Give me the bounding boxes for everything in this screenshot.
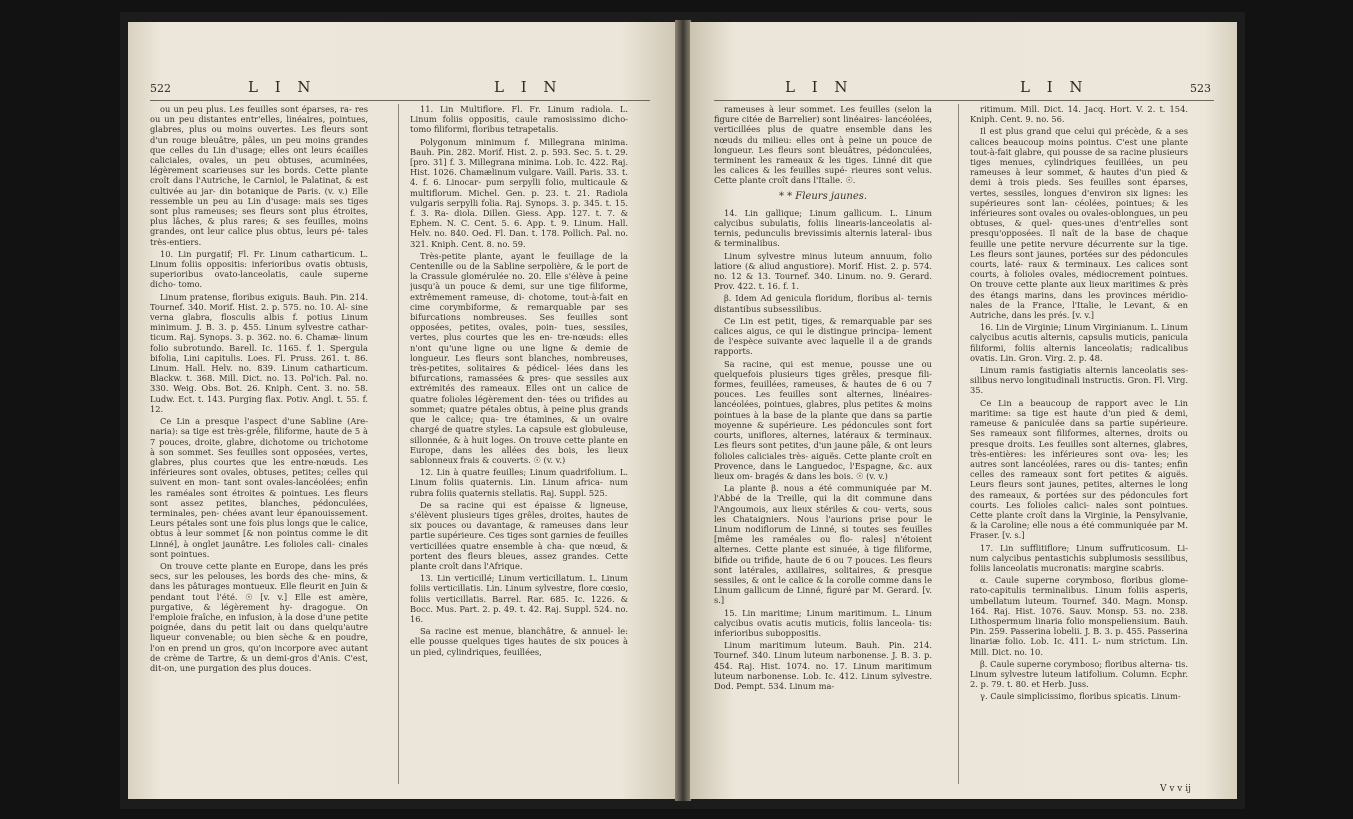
column-divider-right bbox=[958, 104, 959, 784]
page-number-right: 523 bbox=[1190, 82, 1211, 95]
paragraph: Il est plus grand que celui qui précède, & a ses calices beaucoup moins pointus. C'est une plante tout-à-fait glabre, qui pousse de sa racine plusieurs tiges menues, cylindriques feuillées, un peu rameuses à leur sommet, & hautes d'un pied & demi à trois pieds. Ses feuilles sont éparses, vertes, sessiles, longues d'environ six lignes: les supérieures sont lan- céolées, pointues; & les inférieures sont ovales ou ovales-oblongues, un peu obtuses, & quel- ques-unes d'entr'elles sont presqu'opposées. Il naît de la base de chaque feuille une petite nervure décurrente sur la tige. Les fleurs sont jaunes, portées sur des pédoncules courts, laté- raux & terminaux. Les calices sont courts, à folioles ovales, médiocrement pointues. On trouve cette plante aux lieux maritimes & près des étangs marins, dans les provinces méridio- nales de la France, l'Italie, le Levant, & en Autriche, dans les prés. [v. v.] bbox=[970, 126, 1188, 321]
paragraph: Ce Lin a presque l'aspect d'une Sabline (Are- naria): sa tige est très-grêle, filiforme, haute de 5 à 7 pouces, droite, glabre, dichotome ou trichotome à son sommet. Ses feuilles sont opposées, vertes, glabres, plus courtes que les entre-nœuds. Les inférieures sont ovales, obtuses, petites; celles qui suivent en mon- tant sont ovales-lancéolées; enfin les raméales sont étroites & pointues. Les fleurs sont assez petites, blanches, pédonculées, terminales, pen- chées avant leur épanouissement. Leurs pétales sont une fois plus longs que le calice, obtus à leur sommet [& non pointus comme le dit Linné], à onglet jaunâtre. Les folioles cali- cinales sont pointues. bbox=[150, 416, 368, 559]
column-divider-left bbox=[398, 104, 399, 784]
open-book bbox=[120, 12, 1245, 809]
paragraph: 13. Lin verticillé; Linum verticillatum. L. Linum foliis verticillatis. Lin. Linum sylvestre, flore cœsio, foliis verticillatis. Barrel. Rar. 685. Ic. 1226. & Bocc. Mus. Part. 2. p. 49. t. 42. Raj. Suppl. 524. no. 16. bbox=[410, 573, 628, 624]
book-gutter bbox=[675, 20, 691, 801]
paragraph: Linum sylvestre minus luteum annuum, folio latiore (& aliud angustiore). Morif. Hist. 2. p. 574. no. 12 & 13. Tournef. 340. Linum. no. 9. Gerard. Prov. 422. t. 16. f. 1. bbox=[714, 250, 932, 292]
paragraph: La plante β. nous a été communiquée par M. l'Abbé de la Treille, qui la dit commune dans l'Angoumois, aux lieux stériles & cou- verts, sous les Chataigniers. Nous l'aurions prise pour le Linum nodiflorum de Linné, si toutes ses feuilles [même les raméales ou flo- rales] n'étoient alternes. Cette plante est sinuée, à tige filiforme, bifide ou trifide, haute de 6 ou 7 pouces. Les fleurs sont latérales, axillaires, solitaires, & presque sessiles, & ont le calice & la corolle comme dans le Linum gallicum de Linné, figuré par M. Gerard. [v. s.] bbox=[714, 483, 932, 606]
right-column-2 bbox=[970, 104, 1188, 794]
paragraph: * * Fleurs jaunes. bbox=[778, 190, 868, 202]
left-column-2 bbox=[410, 104, 628, 794]
paragraph: 11. Lin Multiflore. Fl. Fr. Linum radiola. L. Linum foliis oppositis, caule ramosissimo dicho- tomo filiformi, floribus tetrapetalis. bbox=[410, 104, 628, 135]
paragraph: γ. Caule simplicissimo, floribus spicatis. Linum- bbox=[980, 691, 1181, 702]
right-column-1 bbox=[714, 104, 932, 794]
paragraph: β. Caule superne corymboso; floribus alterna- tis. Linum sylvestre luteum latifolium. Column. Ecphr. 2. p. 79. t. 80. et Herb. Juss. bbox=[970, 658, 1188, 690]
paragraph: Ce Lin est petit, tiges, & remarquable par ses calices aigus, ce qui le distingue principa- lement de l'espèce suivante avec laquelle il a de grands rapports. bbox=[714, 315, 932, 357]
paragraph: rameuses à leur sommet. Les feuilles (selon la figure citée de Barrelier) sont linéaires- lancéolées, verticillées plus de quatre ensemble dans les nœuds du milieu: elles ont à peine un pouce de longueur. Les fleurs sont bleuâtres, pédonculées, terminent les rameaux & les tiges. Linné dit que les calices & les feuilles supé- rieures sont velus. Cette plante croît dans l'Italie. ☉. bbox=[714, 104, 932, 186]
paragraph: β. Idem Ad genicula floridum, floribus al- ternis distantibus subsessilibus. bbox=[714, 293, 932, 314]
paragraph: 16. Lin de Virginie; Linum Virginianum. L. Linum calycibus acutis alternis, capsulis muticis, panicula filiformi, foliis alternis lanceolatis; radicalibus ovatis. Lin. Gron. Virg. 2. p. 48. bbox=[970, 322, 1188, 363]
paragraph: ou un peu plus. Les feuilles sont éparses, ra- res ou un peu distantes entr'elles, linéaires, pointues, glabres, plus ou moins ouvertes. Les fleurs sont d'un rouge bleuâtre, pâles, un peu moins grandes que celles du Lin d'usage; elles ont leurs écailles caliciales, ovales, un peu obtuses, acuminées, légèrement scarieuses sur les bords. Cette plante croît dans l'Autriche, le Carniol, le Palatinat, & est cultivée au jar- din botanique de Paris. (v. v.) Elle ressemble un peu au Lin d'usage: mais ses tiges sont plus rameuses; ses fleurs sont plus étroites, plus lâches, & plus rares; & ses feuilles, moins grandes, ont leur calice plus obtus, leurs pé- tales très-entiers. bbox=[150, 104, 368, 247]
left-column-1 bbox=[150, 104, 368, 794]
paragraph: Sa racine est menue, blanchâtre, & annuel- le: elle pousse quelques tiges hautes de six pouces à un pied, cylindriques, feuillées, bbox=[410, 626, 628, 657]
paragraph: Linum maritimum luteum. Bauh. Pin. 214. Tournef. 340. Linum luteum narbonense. J. B. 3. p. 454. Raj. Hist. 1074. no. 17. Linum maritimum luteum narbonense. Lob. Ic. 412. Linum sylvestre. Dod. Pempt. 534. Linum ma- bbox=[714, 640, 932, 691]
left-page bbox=[128, 22, 676, 799]
right-page bbox=[690, 22, 1237, 799]
paragraph: 14. Lin gallique; Linum gallicum. L. Linum calycibus subulatis, foliis linearis-lanceolatis al- ternis, pedunculis brevissimis alternis lateral- ibus & terminalibus. bbox=[714, 207, 932, 249]
paragraph: Très-petite plante, ayant le feuillage de la Centenille ou de la Sabline serpolière, & le port de la Crassule glomérulée no. 20. Elle s'élève à peine jusqu'à un pouce & demi, sur une tige filiforme, extrêmement rameuse, di- chotome, tout-à-fait en cime corymbiforme, & remarquable par ses bifurcations nombreuses. Ses feuilles sont opposées, petites, ovales, poin- tues, sessiles, vertes, plus courtes que les en- tre-nœuds: elles n'ont qu'une ligne ou une ligne & demie de longueur. Les fleurs sont blanches, nombreuses, très-petites, solitaires & pédicel- lées dans les bifurcations, ramassées & pres- que sessiles aux extrémités des rameaux. Elles ont un calice de quatre folioles légèrement den- tées ou trifides au sommet; quatre pétales obtus, à peine plus grands que le calice; qua- tre étamines, & un ovaire chargé de quatre styles. La capsule est globuleuse, sillonnée, & à huit loges. On trouve cette plante en Europe, dans les allées des bois, les lieux sablonneux frais & couverts. ☉ (v. v.) bbox=[410, 250, 628, 465]
paragraph: ritimum. Mill. Dict. 14. Jacq. Hort. V. 2. t. 154. Kniph. Cent. 9. no. 56. bbox=[970, 104, 1188, 125]
paragraph: Linum ramis fastigiatis alternis lanceolatis ses- silibus nervo longitudinali instructis. Gron. Fl. Virg. 35. bbox=[970, 365, 1188, 396]
paragraph: Polygonum minimum f. Millegrana minima. Bauh. Pin. 282. Morif. Hist. 2. p. 593. Sec. 5. t. 29. [pro. 31] f. 3. Millegrana minima. Lob. Ic. 422. Raj. Hist. 1026. Chamælinum vulgare. Vaill. Paris. 33. t. 4. f. 6. Linocar- pum serpylli folio, multicaule & multiflorum. Michel. Gen. p. 23. t. 21. Radiola vulgaris serpylli folia. Raj. Synops. 3. p. 345. t. 15. f. 3. Ra- diola. Dillen. Giess. App. 127. t. 7. & Ephem. N. C. Cent. 5. 6. App. t. 9. Linum. Hall. Helv. no. 840. Oed. Fl. Dan. t. 178. Pollich. Pal. no. 321. Kniph. Cent. 8. no. 59. bbox=[410, 136, 628, 249]
running-head-right-col2: L I N bbox=[1020, 78, 1089, 96]
running-head-left-col2: L I N bbox=[494, 78, 563, 96]
header-rule-right bbox=[714, 100, 1214, 101]
paragraph: On trouve cette plante en Europe, dans les prés secs, sur les pelouses, les bords des che- mins, & dans les pâturages montueux. Elle fleurit en Juin & pendant tout l'été. ☉ [v. v.] Elle est amère, purgative, & légèrement hy- dragogue. On l'emploie fraîche, en infusion, à la dose d'une petite poignée, dans du petit lait ou dans quelqu'autre liqueur convenable; ou bien sèche & en poudre, l'on en prend un gros, qu'on incorpore avec autant de crème de Tartre, & un demi-gros d'Anis. C'est, dit-on, une purgation des plus douces. bbox=[150, 560, 368, 673]
paragraph: 10. Lin purgatif; Fl. Fr. Linum catharticum. L. Linum foliis oppositis: inferioribus ovatis obtusis, superioribus ovato-lanceolatis, caule superne dicho- tomo. bbox=[150, 248, 368, 290]
paragraph: 17. Lin sufflitiflore; Linum suffruticosum. Li- num calycibus pentastichis subplumosis sessilibus, foliis lanceolatis mucronatis: margine scabris. bbox=[970, 542, 1188, 573]
paragraph: Linum pratense, floribus exiguis. Bauh. Pin. 214. Tournef. 340. Morif. Hist. 2. p. 575. no. 10. Al- sine verna glabra, flosculis albis f. potius Linum minimum. J. B. 3. p. 455. Linum sylvestre cathar- ticum. Raj. Synops. 3. p. 362. no. 6. Chamæ- linum folio subrotundo. Barell. Ic. 1165. f. 1. Spergula bifolia, Lini capitulis. Loes. Fl. Pruss. 261. t. 86. Linum. Hall. Helv. no. 839. Linum catharticum. Blackw. t. 368. Mill. Dict. no. 13. Pol'ich. Pal. no. 330. Weig. Obs. Bot. 26. Kniph. Cent. 3. no. 58. Ludw. Ect. t. 143. Purging flax. Potiv. Angl. t. 55. f. 12. bbox=[150, 291, 368, 414]
signature-mark: V v v ij bbox=[1160, 784, 1191, 794]
paragraph: 12. Lin à quatre feuilles; Linum quadrifolium. L. Linum foliis quaternis. Lin. Linum africa- num rubra foliis quaternis stellatis. Raj. Suppl. 525. bbox=[410, 467, 628, 498]
paragraph: De sa racine qui est épaisse & ligneuse, s'élèvent plusieurs tiges grêles, droites, hautes de six pouces ou davantage, & rameuses dans leur partie supérieure. Ces tiges sont garnies de feuilles verticillées quatre ensemble à cha- que nœud, & portent des fleurs bleues, assez grandes. Cette plante croît dans l'Afrique. bbox=[410, 499, 628, 571]
paragraph: Sa racine, qui est menue, pousse une ou quelquefois plusieurs tiges grêles, presque fili- formes, feuillées, rameuses, & hautes de 6 ou 7 pouces. Les feuilles sont alternes, linéaires- lancéolées, pointues, glabres, plus petites & moins pointues à la base de la plante que dans sa partie moyenne & supérieure. Les pédoncules sont fort courts, uniflores, alternes, latéraux & terminaux. Les fleurs sont petites, d'un jaune pâle, & ont leurs folioles caliciales très- aiguës. Cette plante croît en Provence, dans le Languedoc, l'Espagne, &c. aux lieux om- bragés & dans les bois. ☉ (v. v.) bbox=[714, 358, 932, 481]
page-number-left: 522 bbox=[150, 82, 171, 95]
paragraph: 15. Lin maritime; Linum maritimum. L. Linum calycibus ovatis acutis muticis, foliis lanceola- tis: inferioribus suboppositis. bbox=[714, 607, 932, 638]
paragraph: α. Caule superne corymboso, floribus glome- rato-capitulis terminalibus. Linum foliis asperis, umbellatum luteum. Tournef. 340. Magn. Monsp. 164. Raj. Hist. 1076. Sauv. Monsp. 53. no. 238. Lithospermum linaria folio monspeliensium. Bauh. Pin. 259. Passerina lobelii. J. B. 3. p. 455. Passerina linariæ folio. Lob. Ic. 411. L- num strictum. Lin. Mill. Dict. no. 10. bbox=[970, 575, 1188, 657]
paragraph: Ce Lin a beaucoup de rapport avec le Lin maritime: sa tige est haute d'un pied & demi, rameuse & paniculée dans sa partie supérieure. Ses rameaux sont filiformes, alternes, droits ou presque droits. Les feuilles sont alternes, glabres, très-entières: les inférieures sont ova- les; les autres sont lancéolées, rares ou dis- tantes; enfin celles des rameaux sont fort petites & aiguës. Leurs fleurs sont jaunes, petites, alternes le long des rameaux, & portées sur des pédoncules fort courts. Les folioles calici- nales sont pointues. Cette plante croît dans la Virginie, la Pensylvanie, & la Caroline; elle nous a été communiquée par M. Fraser. [v. s.] bbox=[970, 397, 1188, 541]
header-rule-left bbox=[150, 100, 650, 101]
running-head-left-col1: L I N bbox=[248, 78, 317, 96]
running-head-right-col1: L I N bbox=[785, 78, 854, 96]
